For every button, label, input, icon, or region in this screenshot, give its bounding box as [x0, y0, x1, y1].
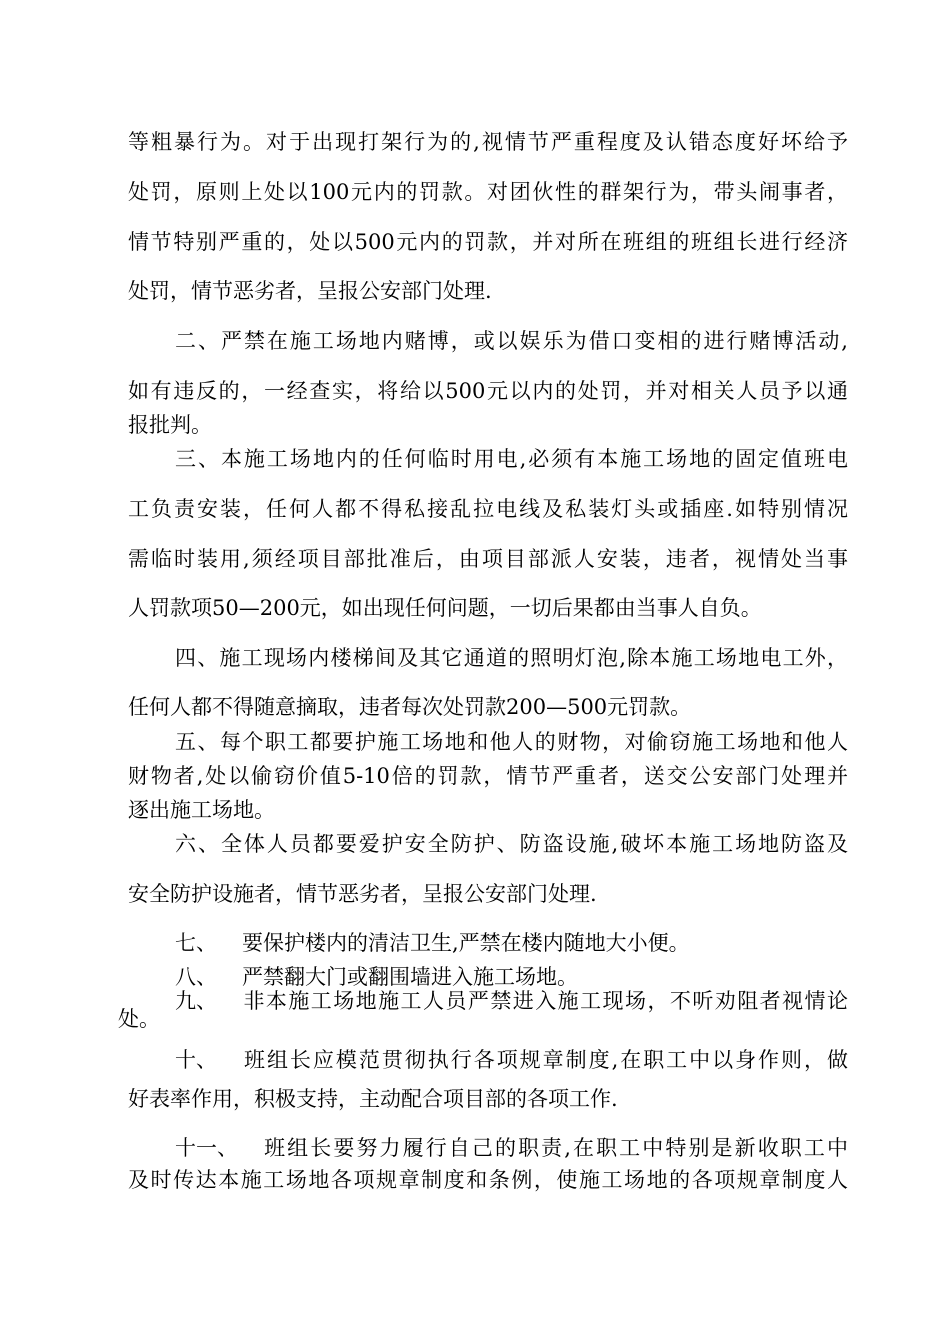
clause-10-line-1	[175, 1047, 848, 1073]
clause-10-text: 班组长应模范贯彻执行各项规章制度,在职工中以身作则，做	[242, 1048, 848, 1072]
clause-6-line-2: 安全防护设施者，情节恶劣者，呈报公安部门处理.	[128, 882, 597, 906]
clause-6-line-1: 六、全体人员都要爱护安全防护、防盗设施,破坏本施工场地防盗及	[175, 832, 848, 856]
paragraph-1-line-4: 处罚，情节恶劣者，呈报公安部门处理.	[128, 279, 492, 303]
clause-2-line-3: 报批判。	[128, 413, 212, 437]
clause-11-text: 班组长要努力履行自己的职责,在职工中特别是新收职工中	[262, 1136, 848, 1160]
clause-10-number: 十、	[175, 1048, 217, 1072]
clause-7-text: 要保护楼内的清洁卫生,严禁在楼内随地大小便。	[242, 931, 690, 955]
clause-4-line-2: 任何人都不得随意摘取，违者每次处罚款200—500元罚款。	[128, 695, 692, 719]
clause-11-number: 十一、	[175, 1136, 238, 1160]
clause-3-line-3: 需临时装用,须经项目部批准后，由项目部派人安装，违者，视情处当事	[128, 547, 848, 571]
clause-9-line-2: 处。	[118, 1007, 160, 1031]
clause-8-text: 严禁翻大门或翻围墙进入施工场地。	[242, 965, 578, 989]
clause-3-line-2: 工负责安装，任何人都不得私接乱拉电线及私装灯头或插座.如特别情况	[128, 497, 848, 521]
paragraph-1-line-1: 等粗暴行为。对于出现打架行为的,视情节严重程度及认错态度好坏给予	[128, 130, 848, 154]
clause-7-number: 七、	[175, 931, 217, 955]
clause-7	[175, 930, 848, 956]
clause-2-line-1: 二、严禁在施工场地内赌博，或以娱乐为借口变相的进行赌博活动,	[175, 329, 848, 353]
paragraph-1-line-2: 处罚，原则上处以100元内的罚款。对团伙性的群架行为，带头闹事者，	[128, 180, 848, 204]
clause-10-line-2: 好表率作用，积极支持，主动配合项目部的各项工作.	[128, 1087, 618, 1111]
clause-5-line-3: 逐出施工场地。	[128, 798, 275, 822]
clause-11-line-2: 及时传达本施工场地各项规章制度和条例，使施工场地的各项规章制度人	[128, 1168, 848, 1192]
clause-8	[175, 964, 848, 990]
clause-9-text: 非本施工场地施工人员严禁进入施工现场，不听劝阻者视情论	[242, 989, 848, 1013]
clause-3-line-1: 三、本施工场地内的任何临时用电,必须有本施工场地的固定值班电	[175, 447, 848, 471]
clause-2-line-2: 如有违反的，一经查实，将给以500元以内的处罚，并对相关人员予以通	[128, 379, 848, 403]
clause-3-line-4: 人罚款项50—200元，如出现任何问题，一切后果都由当事人自负。	[128, 596, 762, 620]
paragraph-1-line-3: 情节特别严重的，处以500元内的罚款，并对所在班组的班组长进行经济	[128, 230, 848, 254]
clause-4-line-1: 四、施工现场内楼梯间及其它通道的照明灯泡,除本施工场地电工外，	[175, 646, 848, 670]
clause-11-line-1	[175, 1135, 848, 1161]
clause-5-line-2: 财物者,处以偷窃价值5-10倍的罚款，情节严重者，送交公安部门处理并	[128, 764, 848, 788]
clause-5-line-1: 五、每个职工都要护施工场地和他人的财物，对偷窃施工场地和他人	[175, 730, 848, 754]
clause-9-number: 九、	[175, 989, 217, 1013]
clause-8-number: 八、	[175, 965, 217, 989]
